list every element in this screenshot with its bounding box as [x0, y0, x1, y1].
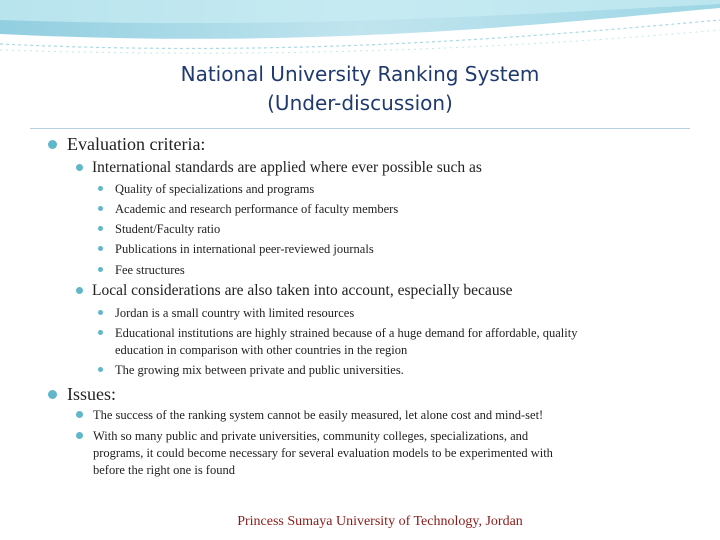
bullet-icon	[98, 367, 103, 372]
list-item-text: Quality of specializations and programs	[115, 182, 315, 196]
list-item	[98, 181, 314, 197]
subsection-row	[76, 282, 512, 300]
list-item-text: Academic and research performance of faculty members	[115, 202, 399, 216]
bullet-icon	[98, 186, 103, 191]
list-item-text: With so many public and private universities, community colleges, specializations, and	[93, 429, 529, 443]
bullet-icon	[98, 330, 103, 335]
list-item-text: The success of the ranking system cannot be easily measured, let alone cost and mind-set!	[93, 408, 544, 422]
list-item-text: Publications in international peer-reviewed journals	[115, 242, 374, 256]
subsection-text: Local considerations are also taken into account, especially because	[92, 282, 513, 299]
list-item	[98, 262, 185, 278]
list-item-text: The growing mix between private and public universities.	[115, 363, 404, 377]
list-item-continuation	[98, 342, 407, 358]
subsection-row	[76, 159, 482, 177]
list-item	[76, 428, 528, 444]
bullet-icon	[48, 390, 57, 399]
bullet-icon	[76, 164, 83, 171]
list-item-text: Student/Faculty ratio	[115, 222, 221, 236]
section-heading-row	[48, 384, 116, 404]
bullet-icon	[98, 246, 103, 251]
bullet-icon	[98, 226, 103, 231]
list-item	[98, 325, 577, 341]
list-item	[98, 362, 404, 378]
bullet-icon	[76, 432, 83, 439]
list-item	[98, 305, 354, 321]
bullet-icon	[98, 206, 103, 211]
title-line-2: (Under-discussion)	[267, 91, 453, 115]
slide-footer: Princess Sumaya University of Technology, Jordan	[237, 514, 523, 529]
list-item-text: Jordan is a small country with limited resources	[115, 306, 355, 320]
list-item-text: Educational institutions are highly strained because of a huge demand for affordable, quality	[115, 326, 578, 340]
list-item	[98, 241, 374, 257]
section-heading: Evaluation criteria:	[67, 134, 206, 154]
list-item	[76, 407, 543, 423]
bullet-icon	[98, 267, 103, 272]
list-item-text: education in comparison with other countries in the region	[115, 343, 408, 357]
list-item	[98, 201, 398, 217]
bullet-icon	[48, 140, 57, 149]
section-heading-row	[48, 134, 205, 154]
bullet-icon	[76, 287, 83, 294]
list-item-continuation	[76, 462, 235, 478]
list-item-text: programs, it could become necessary for several evaluation models to be experimented with	[93, 446, 553, 460]
list-item-text: before the right one is found	[93, 463, 235, 477]
list-item-continuation	[76, 445, 553, 461]
subsection-text: International standards are applied where ever possible such as	[92, 159, 482, 176]
list-item	[98, 221, 220, 237]
bullet-icon	[76, 411, 83, 418]
section-heading: Issues:	[67, 384, 116, 404]
list-item-text: Fee structures	[115, 263, 185, 277]
bullet-icon	[98, 310, 103, 315]
title-line-1: National University Ranking System	[180, 62, 540, 86]
